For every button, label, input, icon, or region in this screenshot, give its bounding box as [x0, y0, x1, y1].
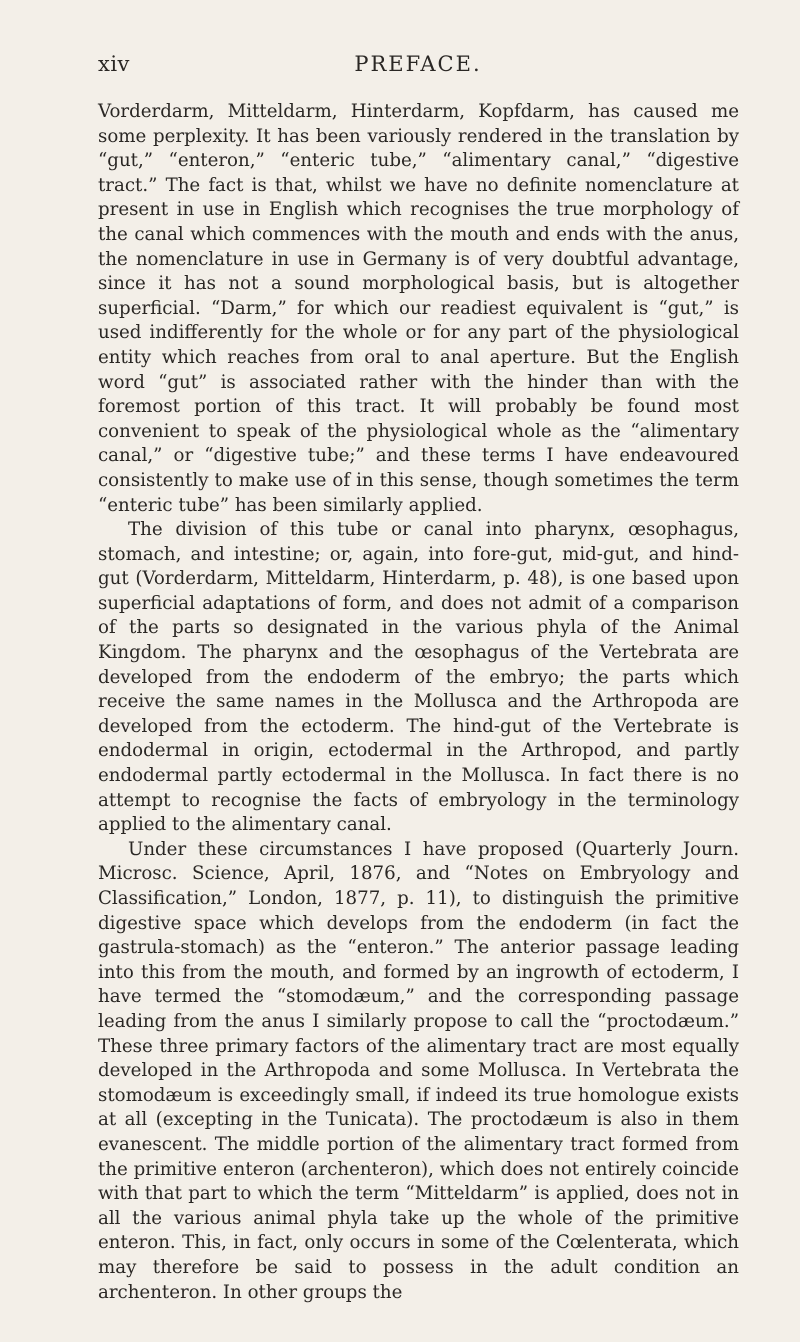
running-title: PREFACE.: [354, 52, 482, 76]
running-head: [98, 52, 738, 82]
paragraph-proposal: Under these circumstances I have proposed (Quarterly Journ. Microsc. Science, April, 1876, and “Notes on Embryology and Classification,” London, 1877, p. 11), to distinguish the primitive digestive space which develops from the endoderm (in fact the gastrula-stomach) as the “enteron.” The anterior passage leading into this from the mouth, and formed by an ingrowth of ectoderm, I have termed the “stomodæum,” and the corresponding passage leading from the anus I similarly propose to call the “proctodæum.” These three primary factors of the alimentary tract are most equally developed in the Arthropoda and some Mollusca. In Vertebrata the stomodæum is exceedingly small, if indeed its true homologue exists at all (excepting in the Tunicata). The proctodæum is also in them evanescent. The middle portion of the alimentary tract formed from the primitive enteron (archenteron), which does not entirely coincide with that part to which the term “Mitteldarm” is applied, does not in all the various animal phyla take up the whole of the primitive enteron. This, in fact, only occurs in some of the Cœlenterata, which may therefore be said to possess in the adult condition an archenteron. In other groups the: [98, 838, 739, 1303]
page-number: xiv: [98, 52, 130, 76]
paragraph-nomenclature: Vorderdarm, Mitteldarm, Hinterdarm, Kopfdarm, has caused me some perplexity. It has been variously rendered in the translation by “gut,” “enteron,” “enteric tube,” “alimentary canal,” “digestive tract.” The fact is that, whilst we have no definite nomenclature at present in use in English which recognises the true morphology of the canal which commences with the mouth and ends with the anus, the nomenclature in use in Germany is of very doubtful advantage, since it has not a sound morphological basis, but is altogether superficial. “Darm,” for which our readiest equivalent is “gut,” is used indifferently for the whole or for any part of the physiological entity which reaches from oral to anal aperture. But the English word “gut” is associated rather with the hinder than with the foremost portion of this tract. It will probably be found most convenient to speak of the physiological whole as the “alimentary canal,” or “digestive tube;” and these terms I have endeavoured consistently to make use of in this sense, though sometimes the term “enteric tube” has been similarly applied.: [98, 101, 739, 516]
body-text: [98, 100, 739, 1305]
paragraph-division: The division of this tube or canal into pharynx, œsophagus, stomach, and intestine; or, again, into fore-gut, mid-gut, and hind-gut (Vorderdarm, Mitteldarm, Hinterdarm, p. 48), is one based upon superficial adaptations of form, and does not admit of a comparison of the parts so designated in the various phyla of the Animal Kingdom. The pharynx and the œsophagus of the Vertebrata are developed from the endoderm of the embryo; the parts which receive the same names in the Mollusca and the Arthropoda are developed from the ectoderm. The hind-gut of the Vertebrate is endodermal in origin, ectodermal in the Arthropod, and partly endodermal partly ectodermal in the Mollusca. In fact there is no attempt to recognise the facts of embryology in the terminology applied to the alimentary canal.: [98, 519, 739, 836]
